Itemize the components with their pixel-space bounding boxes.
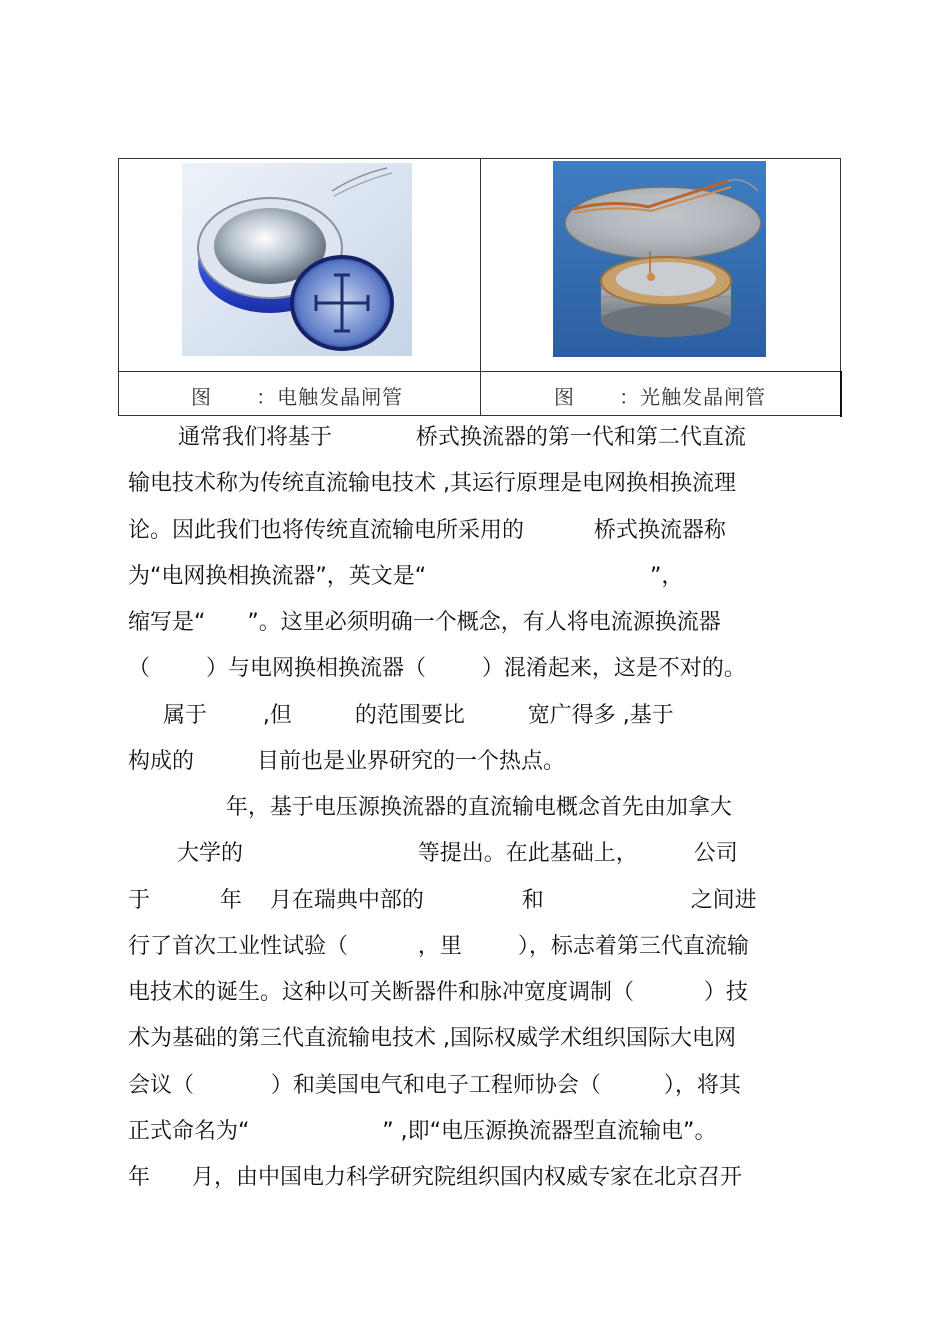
paragraph-line-11: 于 年 月在瑞典中部的 和 之间进 xyxy=(128,888,757,913)
paragraph-line-10: 大学的 等提出。在此基础上， 公司 xyxy=(128,841,738,866)
paragraph-line-1: 通常我们将基于 桥式换流器的第一代和第二代直流 xyxy=(178,425,746,450)
thyristor-photo-light xyxy=(553,161,766,357)
paragraph-line-12: 行了首次工业性试验（ ，里 ），标志着第三代直流输 xyxy=(128,934,749,959)
figure-caption-right: 图 ：光触发晶闸管 xyxy=(554,385,767,409)
paragraph-line-15: 会议（ ）和美国电气和电子工程师协会（ ），将其 xyxy=(128,1073,741,1098)
paragraph-line-5: 缩写是“ ”。这里必须明确一个概念，有人将电流源换流器 xyxy=(128,610,721,635)
paragraph-line-3: 论。因此我们也将传统直流输电所采用的 桥式换流器称 xyxy=(128,518,726,543)
paragraph-line-14: 术为基础的第三代直流输电技术 ,国际权威学术组织国际大电网 xyxy=(128,1026,736,1051)
paragraph-line-7: 属于 ,但 的范围要比 宽广得多 ,基于 xyxy=(128,703,674,728)
paragraph-line-8: 构成的 目前也是业界研究的一个热点。 xyxy=(128,749,565,774)
paragraph-line-2: 输电技术称为传统直流输电技术 ,其运行原理是电网换相换流理 xyxy=(128,471,736,496)
table-border-right xyxy=(840,371,842,417)
table-divider-horizontal xyxy=(119,371,840,372)
figure-table xyxy=(118,158,841,416)
paragraph-line-17: 年 月，由中国电力科学研究院组织国内权威专家在北京召开 xyxy=(128,1165,742,1190)
paragraph-line-4: 为“电网换相换流器”，英文是“ ”， xyxy=(128,564,684,589)
paragraph-line-6: （ ）与电网换相换流器（ ）混淆起来，这是不对的。 xyxy=(128,656,746,681)
paragraph-line-16: 正式命名为“ ” ,即“电压源换流器型直流输电”。 xyxy=(128,1119,717,1144)
table-divider-vertical xyxy=(480,159,481,415)
paragraph-line-13: 电技术的诞生。这种以可关断器件和脉冲宽度调制（ ）技 xyxy=(128,980,748,1005)
paragraph-line-9: 年，基于电压源换流器的直流输电概念首先由加拿大 xyxy=(128,795,732,820)
thyristor-photo-electric xyxy=(182,163,412,356)
figure-caption-left: 图 ：电触发晶闸管 xyxy=(191,385,404,409)
